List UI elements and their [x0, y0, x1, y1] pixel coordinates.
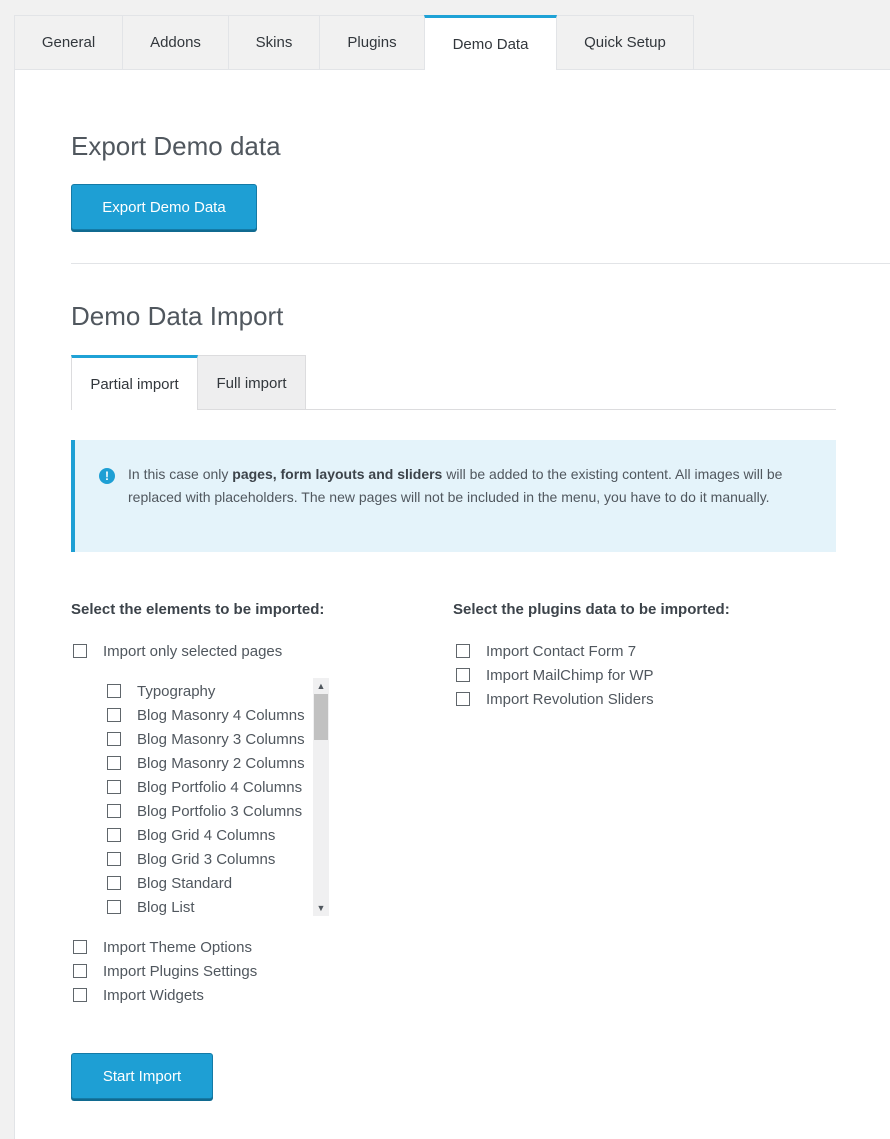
notice-text: In this case only pages, form layouts and sliders will be added to the existing content. All images will be replaced with placeholders. The new pages will not be included in the menu, you have to do it manually. — [128, 466, 783, 505]
plugins-settings-checkbox[interactable] — [73, 964, 87, 978]
mailchimp-checkbox[interactable] — [456, 668, 470, 682]
start-import-button[interactable]: Start Import — [71, 1053, 213, 1099]
elements-title: Select the elements to be imported: — [71, 601, 325, 618]
main-tabs — [14, 15, 693, 70]
theme-options-option[interactable]: Import Theme Options — [73, 937, 252, 957]
revolution-sliders-checkbox[interactable] — [456, 692, 470, 706]
theme-options-checkbox[interactable] — [73, 940, 87, 954]
info-icon: ! — [99, 468, 115, 484]
scroll-thumb[interactable] — [314, 694, 328, 740]
widgets-checkbox[interactable] — [73, 988, 87, 1002]
pages-list[interactable] — [98, 678, 329, 916]
selected-pages-checkbox[interactable] — [73, 644, 87, 658]
selected-pages-label: Import only selected pages — [103, 642, 283, 660]
selected-pages-option[interactable] — [73, 641, 282, 661]
scroll-up-icon[interactable]: ▲ — [316, 681, 326, 691]
info-notice — [71, 440, 836, 552]
tab-general[interactable]: General — [14, 15, 123, 69]
page-checkbox[interactable] — [107, 852, 121, 866]
page-checkbox[interactable] — [107, 804, 121, 818]
plugins-settings-option[interactable]: Import Plugins Settings — [73, 961, 257, 981]
list-item[interactable]: Blog Masonry 4 Columns — [107, 705, 305, 725]
page-checkbox[interactable] — [107, 900, 121, 914]
import-subtabs — [71, 355, 305, 410]
page-checkbox[interactable] — [107, 708, 121, 722]
tab-demo-data[interactable]: Demo Data — [424, 15, 557, 70]
plugins-title: Select the plugins data to be imported: — [453, 601, 730, 618]
contact-form-checkbox[interactable] — [456, 644, 470, 658]
import-heading: Demo Data Import — [71, 301, 284, 331]
contact-form-option[interactable]: Import Contact Form 7 — [456, 641, 636, 661]
widgets-option[interactable]: Import Widgets — [73, 985, 204, 1005]
scroll-down-icon[interactable]: ▼ — [316, 903, 326, 913]
mailchimp-option[interactable]: Import MailChimp for WP — [456, 665, 654, 685]
page-checkbox[interactable] — [107, 876, 121, 890]
list-item[interactable]: Blog Standard — [107, 873, 232, 893]
list-item[interactable]: Blog Portfolio 4 Columns — [107, 777, 302, 797]
list-item[interactable]: Blog List — [107, 897, 195, 916]
list-item[interactable]: Blog Grid 3 Columns — [107, 849, 275, 869]
tab-full-import[interactable]: Full import — [197, 355, 306, 410]
revolution-sliders-option[interactable]: Import Revolution Sliders — [456, 689, 654, 709]
tab-skins[interactable]: Skins — [228, 15, 320, 69]
tab-quick-setup[interactable]: Quick Setup — [556, 15, 694, 69]
pages-list-scrollbar[interactable] — [313, 678, 329, 916]
page-checkbox[interactable] — [107, 732, 121, 746]
page-checkbox[interactable] — [107, 684, 121, 698]
tab-plugins[interactable]: Plugins — [319, 15, 425, 69]
section-divider — [71, 263, 890, 264]
page-checkbox[interactable] — [107, 780, 121, 794]
list-item[interactable]: Blog Masonry 2 Columns — [107, 753, 305, 773]
export-heading: Export Demo data — [71, 131, 281, 161]
page-checkbox[interactable] — [107, 828, 121, 842]
list-item[interactable]: Blog Masonry 3 Columns — [107, 729, 305, 749]
list-item[interactable]: Blog Portfolio 3 Columns — [107, 801, 302, 821]
page-checkbox[interactable] — [107, 756, 121, 770]
list-item[interactable]: Blog Grid 4 Columns — [107, 825, 275, 845]
tab-partial-import[interactable]: Partial import — [71, 355, 198, 410]
export-demo-data-button[interactable]: Export Demo Data — [71, 184, 257, 230]
tab-addons[interactable]: Addons — [122, 15, 229, 69]
list-item[interactable]: Typography — [107, 681, 215, 701]
